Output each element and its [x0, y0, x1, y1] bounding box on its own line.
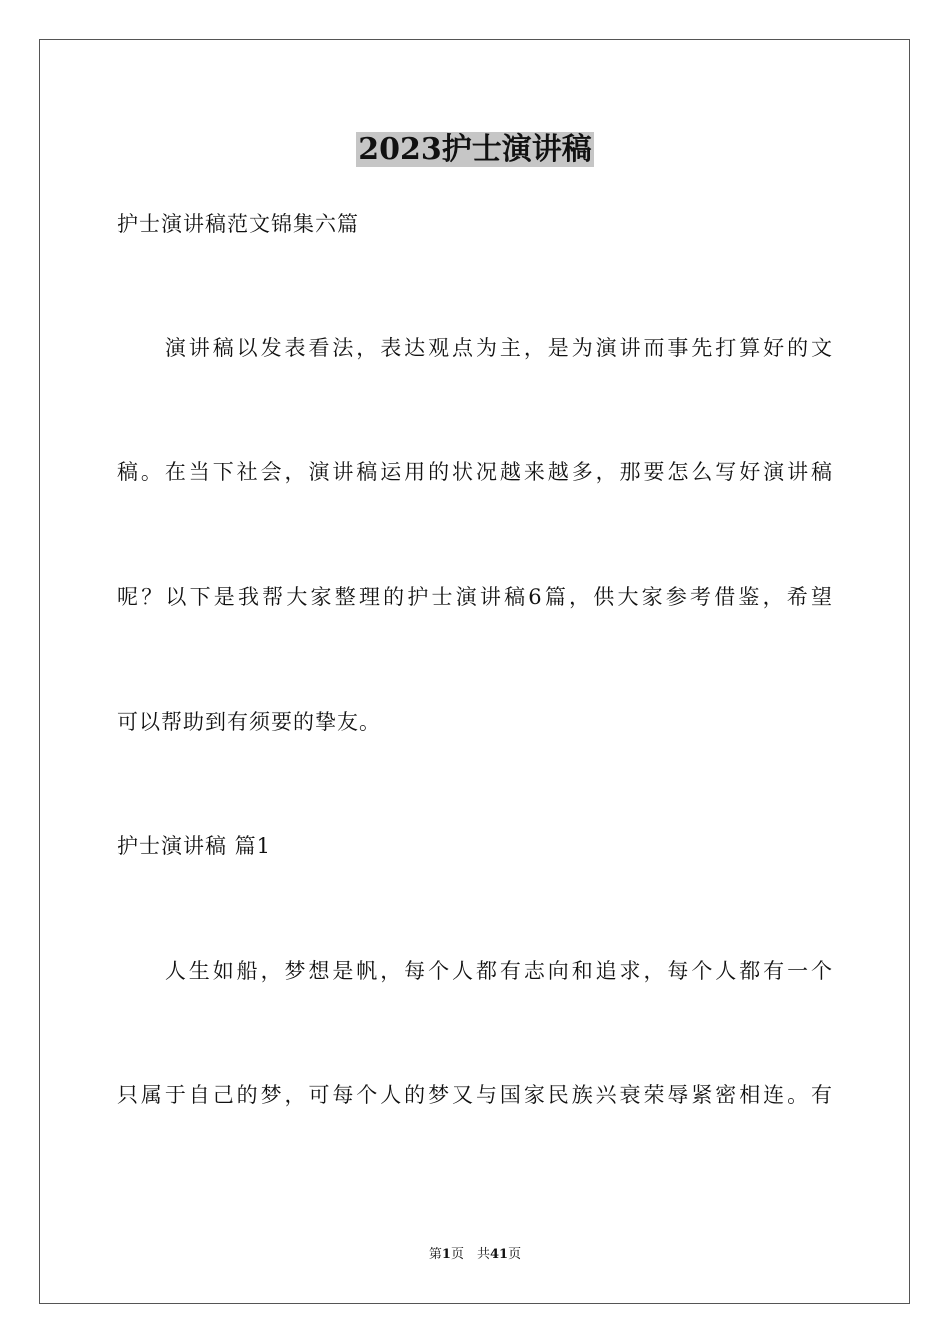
- page-footer: [0, 1245, 950, 1265]
- paragraph-line: 稿。在当下社会，演讲稿运用的状况越来越多，那要怎么写好演讲稿: [117, 460, 833, 484]
- paragraph-line: 人生如船，梦想是帆，每个人都有志向和追求，每个人都有一个: [117, 959, 833, 983]
- paragraph-line: 可以帮助到有须要的挚友。: [117, 710, 381, 734]
- title-text: 2023护士演讲稿: [358, 132, 592, 167]
- paragraph-line: 只属于自己的梦，可每个人的梦又与国家民族兴衰荣辱紧密相连。有: [117, 1083, 833, 1107]
- subtitle-line: 护士演讲稿范文锦集六篇: [117, 212, 359, 236]
- footer-page-prefix: 第: [428, 1247, 442, 1262]
- section-heading: 护士演讲稿 篇1: [117, 834, 272, 858]
- footer-page-total: 41: [489, 1247, 509, 1262]
- paragraph-line: 演讲稿以发表看法，表达观点为主，是为演讲而事先打算好的文: [117, 336, 833, 360]
- document-title: [0, 128, 950, 172]
- footer-page-mid: 页 共: [450, 1247, 490, 1262]
- paragraph-line: 呢？以下是我帮大家整理的护士演讲稿6篇，供大家参考借鉴，希望: [117, 585, 833, 609]
- footer-page-suffix: 页: [508, 1247, 522, 1262]
- footer-page-current: 1: [441, 1247, 451, 1262]
